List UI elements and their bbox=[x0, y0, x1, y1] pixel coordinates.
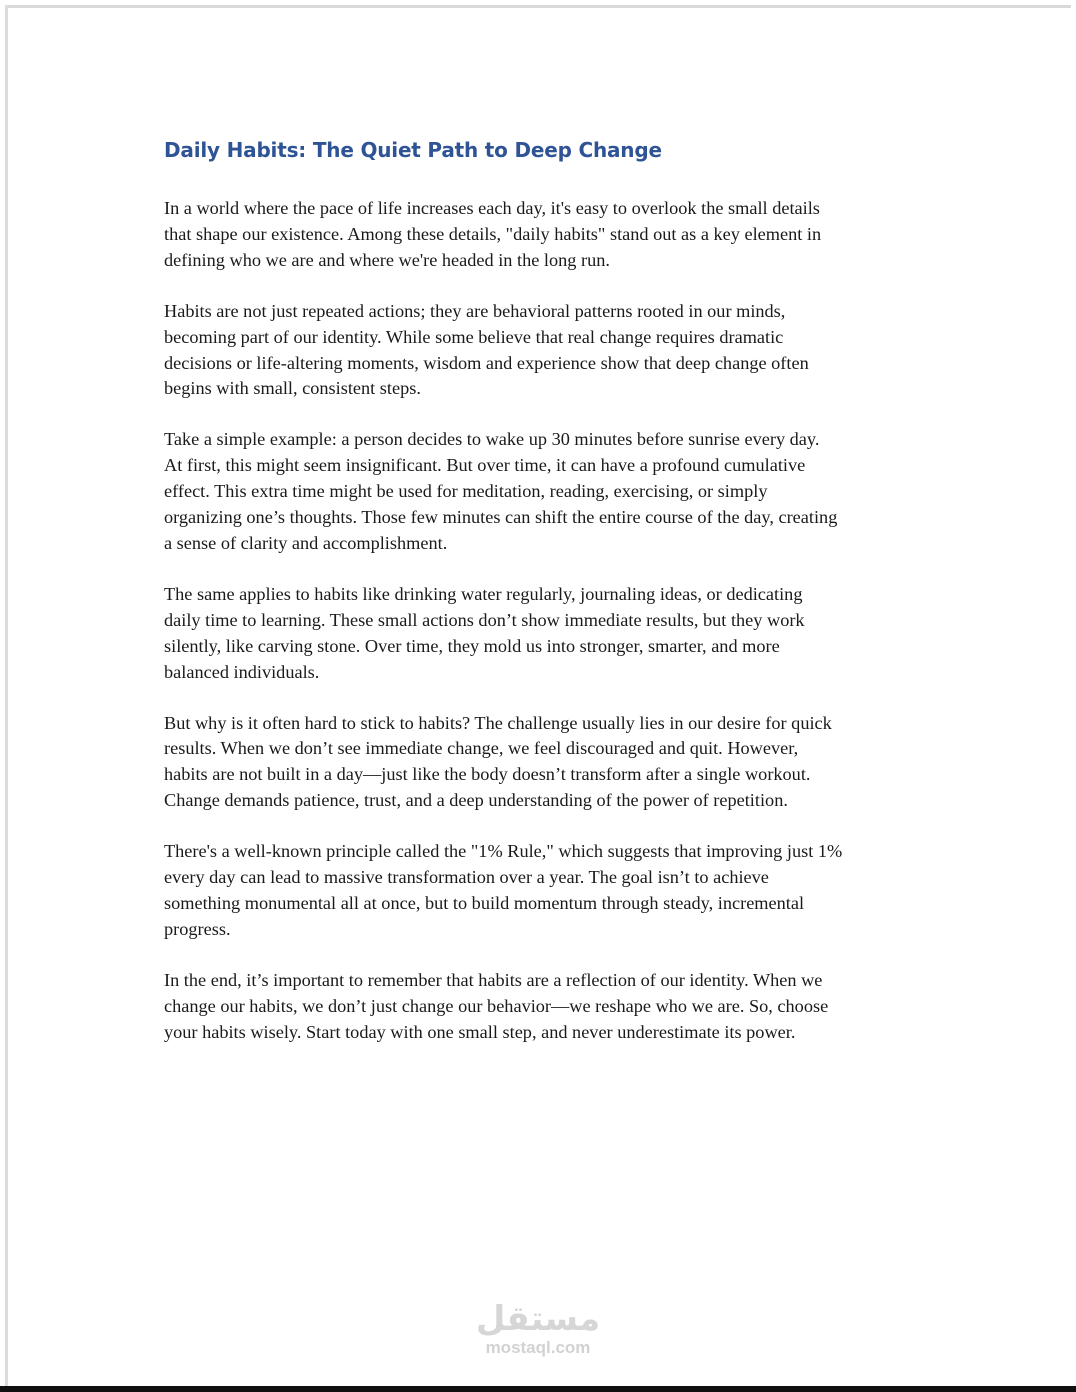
paragraph-5 bbox=[164, 711, 924, 815]
paragraph-3 bbox=[164, 427, 924, 557]
paragraph-line: something monumental all at once, but to build momentum through steady, incremental bbox=[164, 892, 805, 913]
paragraph-line: At first, this might seem insignificant. But over time, it can have a profound cumulative bbox=[164, 455, 806, 476]
paragraph-2 bbox=[164, 299, 924, 403]
paragraph-line: a sense of clarity and accomplishment. bbox=[164, 532, 448, 553]
document-title: Daily Habits: The Quiet Path to Deep Change bbox=[164, 138, 662, 162]
paragraph-line: daily time to learning. These small actions don’t show immediate results, but they work bbox=[164, 609, 805, 630]
watermark bbox=[430, 1300, 646, 1358]
paragraph-line: organizing one’s thoughts. Those few minutes can shift the entire course of the day, creating bbox=[164, 507, 838, 528]
paragraph-line: The same applies to habits like drinking water regularly, journaling ideas, or dedicating bbox=[164, 583, 803, 604]
page-bottom-border bbox=[0, 1386, 1076, 1392]
paragraph-line: Change demands patience, trust, and a deep understanding of the power of repetition. bbox=[164, 790, 788, 811]
paragraph-line: that shape our existence. Among these details, "daily habits" stand out as a key element in bbox=[164, 223, 822, 244]
paragraph-line: There's a well-known principle called the "1% Rule," which suggests that improving just 1% bbox=[164, 841, 843, 862]
paragraph-line: becoming part of our identity. While some believe that real change requires dramatic bbox=[164, 326, 784, 347]
watermark-url: mostaql.com bbox=[485, 1338, 591, 1357]
paragraph-line: begins with small, consistent steps. bbox=[164, 378, 421, 399]
paragraph-line: balanced individuals. bbox=[164, 661, 320, 682]
paragraph-line: change our habits, we don’t just change our behavior—we reshape who we are. So, choose bbox=[164, 995, 829, 1016]
paragraph-line: decisions or life-altering moments, wisdom and experience show that deep change often bbox=[164, 352, 809, 373]
paragraph-line: results. When we don’t see immediate change, we feel discouraged and quit. However, bbox=[164, 738, 799, 759]
paragraph-4 bbox=[164, 582, 924, 686]
paragraph-line: silently, like carving stone. Over time, they mold us into stronger, smarter, and more bbox=[164, 635, 780, 656]
paragraph-line: your habits wisely. Start today with one small step, and never underestimate its power. bbox=[164, 1021, 796, 1042]
document-body bbox=[164, 134, 924, 1070]
paragraph-line: every day can lead to massive transformation over a year. The goal isn’t to achieve bbox=[164, 867, 769, 888]
paragraph-line: But why is it often hard to stick to habits? The challenge usually lies in our desire for quick bbox=[164, 712, 832, 733]
paragraph-line: Take a simple example: a person decides to wake up 30 minutes before sunrise every day. bbox=[164, 429, 820, 450]
paragraph-line: progress. bbox=[164, 918, 231, 939]
page-top-border bbox=[5, 5, 1071, 8]
paragraph-line: habits are not built in a day—just like the body doesn’t transform after a single workout. bbox=[164, 764, 811, 785]
paragraph-line: In a world where the pace of life increases each day, it's easy to overlook the small details bbox=[164, 198, 820, 218]
paragraph-7 bbox=[164, 968, 924, 1046]
page-left-border bbox=[5, 5, 8, 1387]
paragraph-line: In the end, it’s important to remember that habits are a reflection of our identity. When we bbox=[164, 969, 823, 990]
paragraph-6 bbox=[164, 839, 924, 943]
paragraph-line: defining who we are and where we're headed in the long run. bbox=[164, 249, 610, 270]
paragraph-1 bbox=[164, 196, 924, 274]
watermark-logo: مستقل bbox=[475, 1299, 601, 1339]
paragraph-line: effect. This extra time might be used for meditation, reading, exercising, or simply bbox=[164, 481, 768, 502]
paragraph-line: Habits are not just repeated actions; they are behavioral patterns rooted in our minds, bbox=[164, 300, 786, 321]
